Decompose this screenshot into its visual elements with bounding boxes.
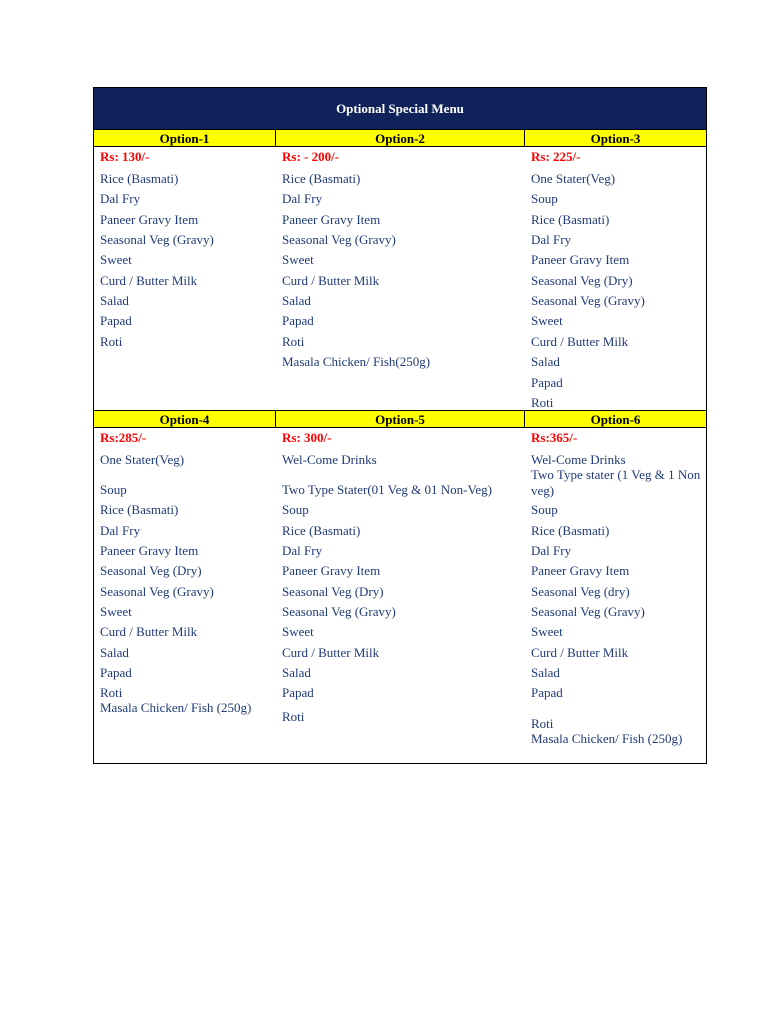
price-label: Rs: 225/- bbox=[531, 149, 581, 164]
menu-item: Dal Fry bbox=[531, 232, 572, 247]
menu-item: Dal Fry bbox=[282, 191, 323, 206]
menu-item: Roti bbox=[531, 716, 554, 731]
menu-item: Dal Fry bbox=[100, 523, 141, 538]
menu-item: Wel-Come Drinks bbox=[531, 452, 626, 467]
option-6-column bbox=[525, 428, 706, 763]
menu-item: Salad bbox=[282, 293, 311, 308]
menu-item: One Stater(Veg) bbox=[531, 171, 616, 186]
option-4-column bbox=[94, 428, 276, 763]
menu-item: One Stater(Veg) bbox=[100, 452, 185, 467]
menu-item: Paneer Gravy Item bbox=[100, 543, 199, 558]
price-label: Rs:285/- bbox=[100, 430, 147, 445]
option-header: Option-2 bbox=[276, 130, 525, 146]
menu-item: Seasonal Veg (Gravy) bbox=[282, 604, 396, 619]
option-row-1 bbox=[94, 147, 706, 411]
price-label: Rs: 300/- bbox=[282, 430, 332, 445]
menu-item: Soup bbox=[531, 191, 558, 206]
menu-item: Paneer Gravy Item bbox=[531, 563, 630, 578]
menu-item: Soup bbox=[282, 502, 309, 517]
menu-item: Papad bbox=[282, 313, 314, 328]
menu-title: Optional Special Menu bbox=[94, 88, 706, 130]
menu-item: Sweet bbox=[282, 624, 314, 639]
menu-item: Curd / Butter Milk bbox=[100, 624, 198, 639]
price-label: Rs: 130/- bbox=[100, 149, 150, 164]
menu-item: Rice (Basmati) bbox=[531, 212, 610, 227]
menu-item: Sweet bbox=[100, 252, 132, 267]
menu-item: Paneer Gravy Item bbox=[282, 212, 381, 227]
option-header: Option-1 bbox=[94, 130, 276, 146]
option-header: Option-4 bbox=[94, 411, 276, 427]
menu-item: Dal Fry bbox=[100, 191, 141, 206]
menu-item: Seasonal Veg (Gravy) bbox=[531, 293, 645, 308]
menu-item: Sweet bbox=[531, 624, 563, 639]
header-row-1 bbox=[94, 130, 706, 147]
menu-item: Seasonal Veg (Gravy) bbox=[531, 604, 645, 619]
menu-item: Two Type stater (1 Veg & 1 Non veg) bbox=[531, 467, 701, 498]
menu-item: Papad bbox=[531, 375, 563, 390]
menu-item: Masala Chicken/ Fish(250g) bbox=[282, 354, 431, 369]
menu-item: Seasonal Veg (Gravy) bbox=[282, 232, 396, 247]
menu-item: Curd / Butter Milk bbox=[531, 334, 629, 349]
menu-item: Paneer Gravy Item bbox=[531, 252, 630, 267]
option-3-column bbox=[525, 147, 706, 410]
menu-item: Curd / Butter Milk bbox=[100, 273, 198, 288]
menu-item: Seasonal Veg (Dry) bbox=[100, 563, 202, 578]
option-header: Option-6 bbox=[590, 411, 641, 427]
menu-item: Curd / Butter Milk bbox=[282, 273, 380, 288]
menu-item: Masala Chicken/ Fish (250g) bbox=[100, 700, 252, 715]
price-label: Rs: - 200/- bbox=[282, 149, 340, 164]
menu-item: Rice (Basmati) bbox=[531, 523, 610, 538]
menu-item: Wel-Come Drinks bbox=[282, 452, 377, 467]
menu-item: Roti bbox=[100, 334, 123, 349]
menu-item: Paneer Gravy Item bbox=[100, 212, 199, 227]
menu-item: Salad bbox=[531, 354, 560, 369]
menu-item: Curd / Butter Milk bbox=[531, 645, 629, 660]
menu-item: Dal Fry bbox=[531, 543, 572, 558]
menu-item: Rice (Basmati) bbox=[100, 171, 179, 186]
menu-item: Soup bbox=[531, 502, 558, 517]
menu-item: Dal Fry bbox=[282, 543, 323, 558]
menu-item: Papad bbox=[100, 665, 132, 680]
menu-item: Roti bbox=[531, 395, 554, 410]
menu-item: Rice (Basmati) bbox=[282, 523, 361, 538]
menu-item: Paneer Gravy Item bbox=[282, 563, 381, 578]
menu-item: Two Type Stater(01 Veg & 01 Non-Veg) bbox=[282, 482, 492, 497]
menu-item: Salad bbox=[531, 665, 560, 680]
option-2-column bbox=[276, 147, 525, 410]
price-label: Rs:365/- bbox=[531, 430, 578, 445]
header-row-2 bbox=[94, 411, 706, 428]
menu-item: Seasonal Veg (dry) bbox=[531, 584, 630, 599]
menu-item: Soup bbox=[100, 482, 127, 497]
option-1-column bbox=[94, 147, 276, 410]
menu-item: Roti bbox=[282, 334, 305, 349]
option-header: Option-5 bbox=[276, 411, 525, 427]
option-5-column bbox=[276, 428, 525, 763]
option-header: Option-3 bbox=[590, 130, 641, 146]
option-row-2 bbox=[94, 428, 706, 763]
menu-item: Seasonal Veg (Dry) bbox=[282, 584, 384, 599]
menu-item: Rice (Basmati) bbox=[282, 171, 361, 186]
menu-item: Salad bbox=[100, 645, 129, 660]
menu-item: Seasonal Veg (Dry) bbox=[531, 273, 633, 288]
menu-item: Salad bbox=[282, 665, 311, 680]
menu-item: Sweet bbox=[282, 252, 314, 267]
menu-item: Rice (Basmati) bbox=[100, 502, 179, 517]
menu-item: Seasonal Veg (Gravy) bbox=[100, 584, 214, 599]
menu-item: Seasonal Veg (Gravy) bbox=[100, 232, 214, 247]
menu-item: Papad bbox=[100, 313, 132, 328]
menu-item: Papad bbox=[531, 685, 563, 700]
menu-item: Sweet bbox=[100, 604, 132, 619]
menu-item: Masala Chicken/ Fish (250g) bbox=[531, 731, 683, 746]
menu-item: Roti bbox=[100, 685, 123, 700]
menu-item: Sweet bbox=[531, 313, 563, 328]
special-menu-table bbox=[93, 87, 707, 764]
menu-item: Curd / Butter Milk bbox=[282, 645, 380, 660]
menu-item: Papad bbox=[282, 685, 314, 700]
menu-item: Salad bbox=[100, 293, 129, 308]
menu-item: Roti bbox=[282, 709, 305, 724]
